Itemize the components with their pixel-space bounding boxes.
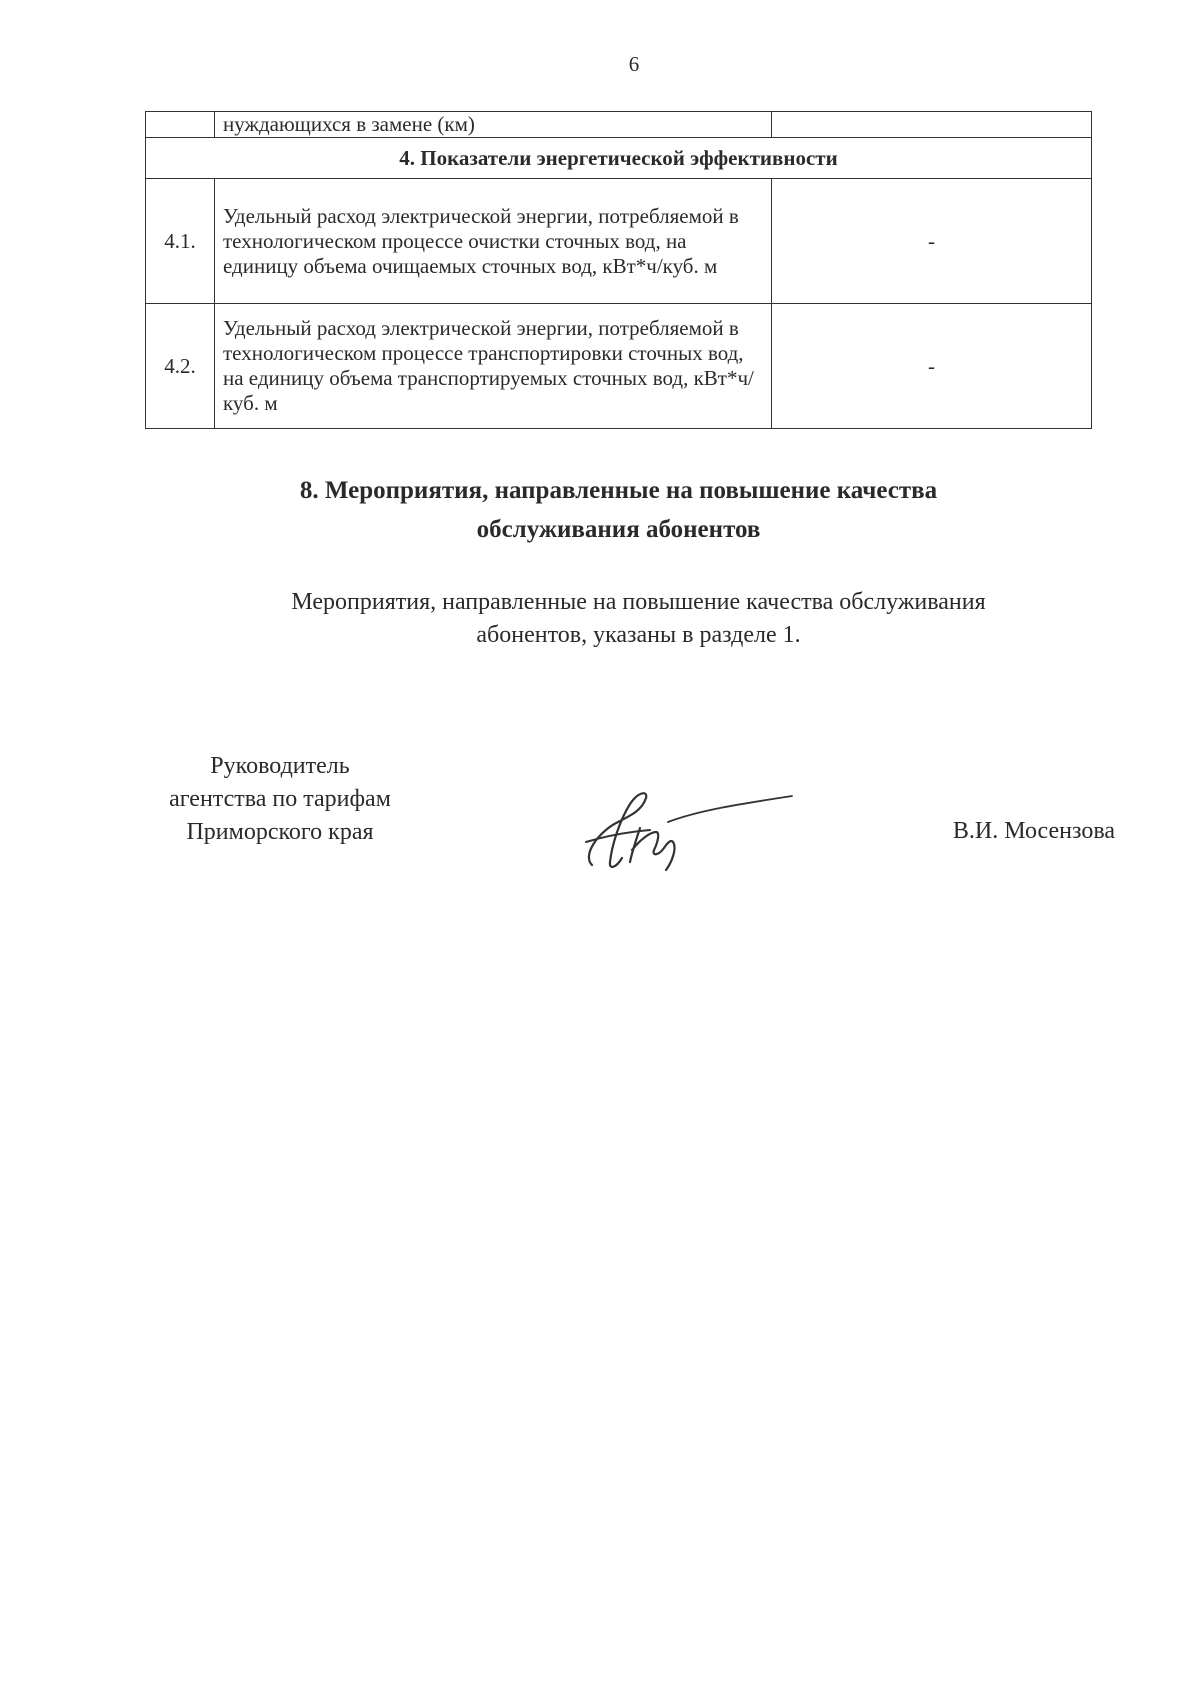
row-value: -: [772, 179, 1092, 304]
table-row: [146, 304, 1092, 429]
row-description: нуждающихся в замене (км): [215, 112, 772, 138]
signatory-name: В.И. Мосензова: [952, 818, 1115, 844]
row-description: Удельный расход электрической энергии, потребляемой в технологическом процессе очистки сточных вод, на единицу объема очищаемых сточных вод, кВт*ч/куб. м: [215, 179, 772, 304]
row-number: 4.1.: [146, 179, 215, 304]
indicators-table: [145, 111, 1092, 429]
section-heading: [145, 471, 1092, 549]
section-header: 4. Показатели энергетической эффективности: [146, 138, 1092, 179]
handwritten-signature: [580, 770, 800, 880]
section-text-line: абонентов, указаны в разделе 1.: [476, 622, 801, 648]
row-number: 4.2.: [146, 304, 215, 429]
signatory-title-line: агентства по тарифам: [169, 786, 391, 812]
signatory-title: [140, 750, 420, 849]
row-number: [146, 112, 215, 138]
section-heading-line: обслуживания абонентов: [476, 516, 761, 543]
row-value: [772, 112, 1092, 138]
row-value: -: [772, 304, 1092, 429]
section-text-line: Мероприятия, направленные на повышение качества обслуживания: [291, 589, 986, 615]
signatory-title-line: Руководитель: [210, 753, 350, 779]
section-heading-line: 8. Мероприятия, направленные на повышение качества: [299, 477, 938, 504]
row-description: Удельный расход электрической энергии, потребляемой в технологическом процессе транспортировки сточных вод, на единицу объема транспортируемых сточных вод, кВт*ч/куб. м: [215, 304, 772, 429]
table-section-row: [146, 138, 1092, 179]
page-number: 6: [628, 52, 640, 76]
table-row: [146, 179, 1092, 304]
section-text: [145, 586, 1132, 652]
signatory-title-line: Приморского края: [186, 819, 374, 845]
table-row: [146, 112, 1092, 138]
